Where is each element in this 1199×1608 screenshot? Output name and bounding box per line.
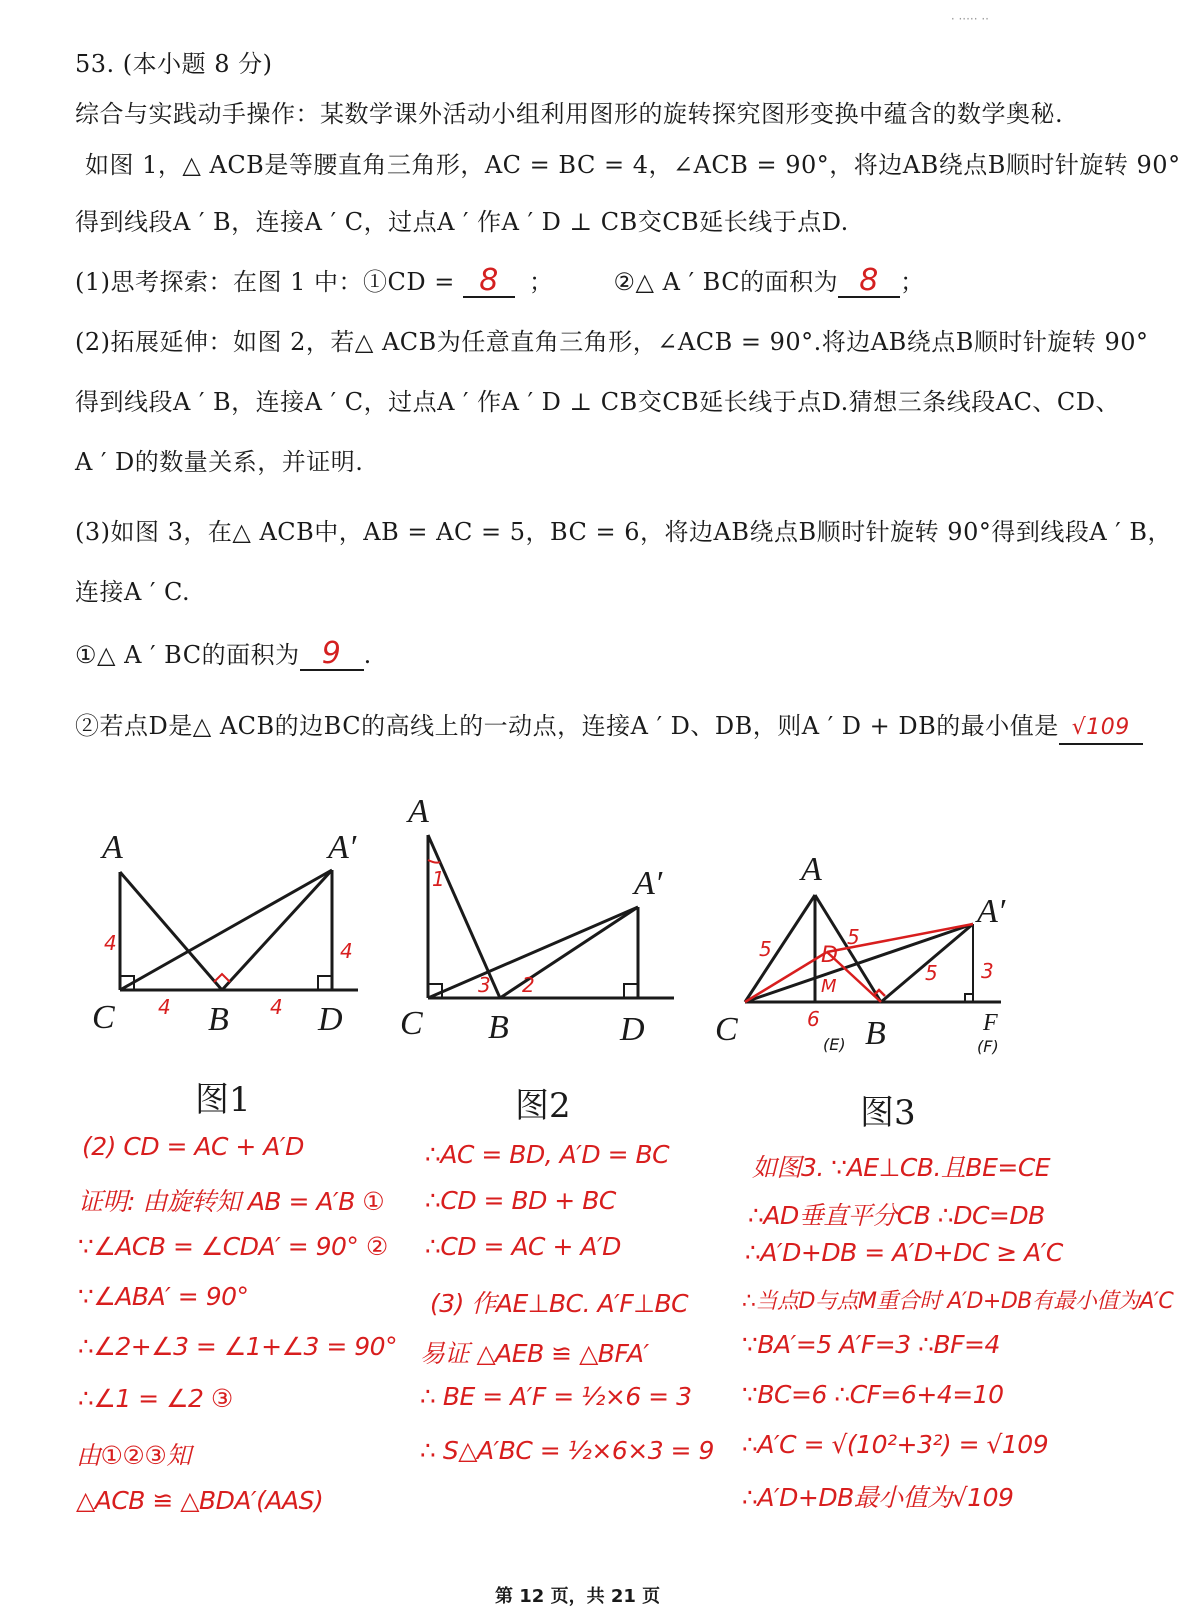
sol2-line: 易证 △AEB ≌ △BFA′ xyxy=(420,1339,649,1368)
page-footer: 第 12 页，共 21 页 xyxy=(495,1586,661,1607)
q1-line xyxy=(75,262,925,298)
sol2-line: ∴ BE = A′F = ½×6 = 3 xyxy=(420,1382,692,1411)
q3-line1: (3)如图 3，在△ ACB中，AB = AC = 5，BC = 6，将边AB绕点B顺时针旋转 90°得到线段A ′ B， xyxy=(75,518,1173,546)
sol2-line: (3) 作AE⊥BC. A′F⊥BC xyxy=(430,1289,689,1318)
fig3-anno-5c: 5 xyxy=(925,961,938,985)
question-number: 53. (本小题 8 分) xyxy=(75,50,273,78)
sol1-line: ∵∠ACB = ∠CDA′ = 90° ② xyxy=(78,1232,388,1261)
answer-min: √109 xyxy=(1059,713,1143,745)
figure-1 xyxy=(80,800,380,1060)
fig1-label-d: D xyxy=(318,1001,343,1038)
fig3-anno-e: (E) xyxy=(823,1035,846,1054)
sol3-line: ∴A′D+DB最小值为√109 xyxy=(742,1483,1014,1512)
sol2-line: ∴ S△A′BC = ½×6×3 = 9 xyxy=(420,1436,714,1465)
fig1-label-aprime: A′ xyxy=(328,829,357,866)
q1-separator: ； xyxy=(529,268,554,296)
sol1-line: (2) CD = AC + A′D xyxy=(82,1132,304,1161)
sol1-line: ∵∠ABA′ = 90° xyxy=(78,1282,249,1311)
sol3-line: ∵BA′=5 A′F=3 ∴BF=4 xyxy=(742,1330,1000,1359)
sol3-line: ∴A′D+DB = A′D+DC ≥ A′C xyxy=(745,1238,1063,1267)
q2-line2: 得到线段A ′ B，连接A ′ C，过点A ′ 作A ′ D ⊥ CB交CB延长线于点D.猜想三条线段AC、CD、 xyxy=(75,388,1121,416)
fig2-label-d: D xyxy=(620,1011,645,1048)
sol1-line: ∴∠2+∠3 = ∠1+∠3 = 90° xyxy=(78,1332,398,1361)
fig3-anno-6: 6 xyxy=(807,1007,820,1031)
sol1-line: 证明: 由旋转知 AB = A′B ① xyxy=(78,1187,385,1216)
fig1-caption: 图1 xyxy=(195,1080,251,1120)
sol2-line: ∴CD = BD + BC xyxy=(425,1186,616,1215)
sol1-line: △ACB ≌ △BDA′(AAS) xyxy=(76,1486,324,1515)
fig3-anno-m: M xyxy=(821,976,837,997)
q1-end: ； xyxy=(900,268,925,296)
q3a-line xyxy=(75,635,372,671)
figure-3 xyxy=(715,840,1045,1070)
fig1-anno-apd: 4 xyxy=(340,939,353,963)
sol3-line: ∴当点D与点M重合时 A′D+DB有最小值为A′C xyxy=(742,1289,1174,1314)
question-intro: 综合与实践动手操作：某数学课外活动小组利用图形的旋转探究图形变换中蕴含的数学奥秘. xyxy=(75,100,1064,128)
q3a-end: . xyxy=(363,641,372,669)
figure-2 xyxy=(398,790,698,1060)
fig2-caption: 图2 xyxy=(515,1086,571,1126)
fig2-anno-1: 1 xyxy=(432,867,445,891)
header-mark: · ····· ·· xyxy=(950,12,989,26)
fig3-anno-d: D xyxy=(821,943,838,968)
part1-line2: 得到线段A ′ B，连接A ′ C，过点A ′ 作A ′ D ⊥ CB交CB延长线于点D. xyxy=(75,208,849,236)
fig3-label-aprime: A′ xyxy=(977,893,1006,930)
q3b-prefix: ②若点D是△ ACB的边BC的高线上的一动点，连接A ′ D、DB，则A ′ D + DB的最小值是 xyxy=(75,712,1059,740)
answer-cd: 8 xyxy=(463,266,515,298)
fig3-label-f: F xyxy=(983,1010,998,1036)
fig2-label-c: C xyxy=(400,1005,423,1042)
fig3-anno-5a: 5 xyxy=(759,937,772,961)
q1-prefix: (1)思考探索：在图 1 中：①CD = xyxy=(75,268,463,296)
sol2-line: ∴AC = BD, A′D = BC xyxy=(425,1140,670,1169)
fig1-anno-ac: 4 xyxy=(104,931,117,955)
q3a-prefix: ①△ A ′ BC的面积为 xyxy=(75,641,300,669)
fig2-label-a: A xyxy=(408,793,429,830)
answer-area1: 8 xyxy=(838,266,900,298)
fig3-caption: 图3 xyxy=(860,1093,916,1133)
fig1-anno-cb: 4 xyxy=(158,995,171,1019)
sol1-line: ∴∠1 = ∠2 ③ xyxy=(78,1384,233,1413)
sol1-line: 由①②③知 xyxy=(76,1441,191,1470)
answer-area3: 9 xyxy=(300,639,364,671)
q1-area-prefix: ②△ A ′ BC的面积为 xyxy=(613,268,839,296)
q3-line2: 连接A ′ C. xyxy=(75,578,191,606)
sol3-line: 如图3. ∵AE⊥CB.且BE=CE xyxy=(752,1153,1051,1182)
fig2-anno-2: 2 xyxy=(522,973,535,997)
fig1-label-a: A xyxy=(102,829,123,866)
fig3-anno-3: 3 xyxy=(981,959,994,983)
q3b-line xyxy=(75,706,1143,745)
fig1-label-c: C xyxy=(92,999,115,1036)
fig3-anno-f: (F) xyxy=(977,1037,999,1056)
q2-line1: (2)拓展延伸：如图 2，若△ ACB为任意直角三角形，∠ACB = 90°.将边AB绕点B顺时针旋转 90° xyxy=(75,328,1149,356)
sol3-line: ∵BC=6 ∴CF=6+4=10 xyxy=(742,1380,1004,1409)
fig2-label-aprime: A′ xyxy=(634,865,663,902)
fig1-anno-bd: 4 xyxy=(270,995,283,1019)
fig2-label-b: B xyxy=(488,1009,509,1046)
fig3-label-c: C xyxy=(715,1011,738,1048)
sol3-line: ∴AD垂直平分CB ∴DC=DB xyxy=(748,1201,1045,1230)
fig3-anno-5b: 5 xyxy=(847,925,860,949)
fig3-label-b: B xyxy=(865,1015,886,1052)
fig3-label-a: A xyxy=(801,851,822,888)
q2-line3: A ′ D的数量关系，并证明. xyxy=(75,448,364,476)
part1-line1: 如图 1，△ ACB是等腰直角三角形，AC = BC = 4，∠ACB = 90°，将边AB绕点B顺时针旋转 90° xyxy=(85,151,1181,179)
sol2-line: ∴CD = AC + A′D xyxy=(425,1232,621,1261)
fig1-label-b: B xyxy=(208,1001,229,1038)
fig2-anno-3: 3 xyxy=(478,973,491,997)
sol3-line: ∴A′C = √(10²+3²) = √109 xyxy=(742,1430,1049,1459)
